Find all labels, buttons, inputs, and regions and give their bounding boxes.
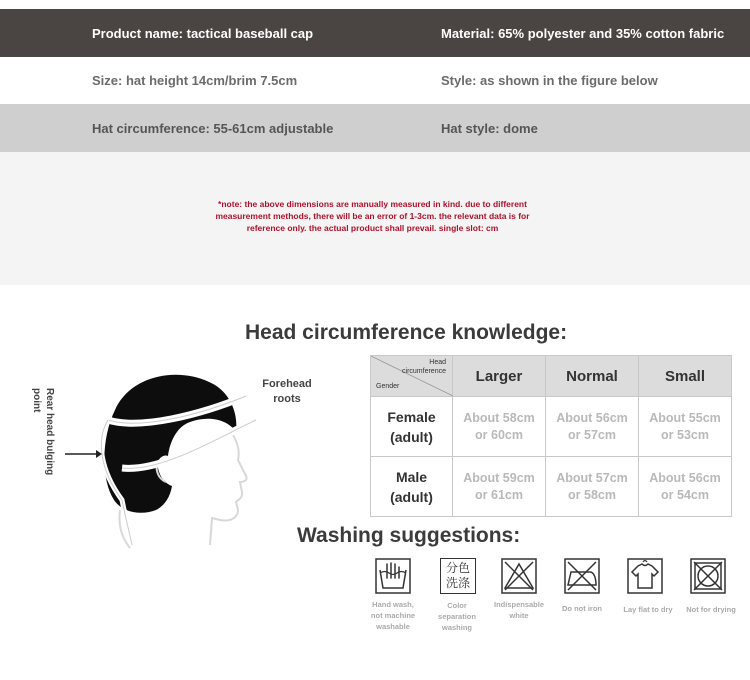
table-cell: About 59cm or 61cm xyxy=(453,457,546,517)
lay-flat-dry-label: Lay flat to dry xyxy=(623,605,673,614)
table-cell: About 56cm or 57cm xyxy=(546,397,639,457)
col-normal: Normal xyxy=(546,356,639,397)
hand-wash-label: Hand wash, not machine washable xyxy=(370,600,416,631)
no-bleach-icon xyxy=(501,558,537,594)
row-label-male: Male (adult) xyxy=(371,457,453,517)
color-separation-icon: 分色 洗涤 xyxy=(440,558,476,594)
col-small: Small xyxy=(639,356,732,397)
table-cell: About 57cm or 58cm xyxy=(546,457,639,517)
lay-flat-dry-icon xyxy=(627,558,663,594)
head-size-table xyxy=(370,355,732,517)
rear-head-label: Rear head bulging point xyxy=(31,388,55,476)
color-separation-label: Color separation washing xyxy=(438,601,476,632)
head-illustration xyxy=(60,360,260,555)
no-bleach-label: Indispensable white xyxy=(493,600,544,620)
material: Material: 65% polyester and 35% cotton fabric xyxy=(441,25,725,41)
product-name: Product name: tactical baseball cap xyxy=(92,25,314,41)
spec-row-2 xyxy=(0,57,750,104)
hand-wash-icon xyxy=(375,558,411,594)
measurement-note: *note: the above dimensions are manually measured in kind. due to different measurement methods, there will be an error of 1-3cm. the relevant data is for reference only. the actual product shall prevail. single slot: cm xyxy=(215,199,530,233)
hat-circumference: Hat circumference: 55-61cm adjustable xyxy=(92,120,334,136)
no-tumble-dry-label: Not for drying xyxy=(686,605,736,614)
row-label-female: Female (adult) xyxy=(371,397,453,457)
spec-row-3 xyxy=(0,104,750,152)
forehead-label: Forehead roots xyxy=(262,378,312,405)
do-not-iron-icon xyxy=(564,558,600,594)
style: Style: as shown in the figure below xyxy=(441,73,658,88)
col-larger: Larger xyxy=(453,356,546,397)
head-circumference-title: Head circumference knowledge: xyxy=(245,321,568,344)
hair xyxy=(104,375,236,513)
do-not-iron-label: Do not iron xyxy=(562,604,602,613)
size: Size: hat height 14cm/brim 7.5cm xyxy=(92,73,298,88)
table-row xyxy=(371,457,732,517)
table-corner-cell: Head circumference Gender xyxy=(371,356,453,397)
face-outline xyxy=(210,430,247,545)
no-tumble-dry-icon xyxy=(690,558,726,594)
spec-row-1 xyxy=(0,9,750,57)
table-row xyxy=(371,397,732,457)
table-cell: About 58cm or 60cm xyxy=(453,397,546,457)
table-header-row xyxy=(371,356,732,397)
washing-title: Washing suggestions: xyxy=(297,524,521,547)
table-cell: About 56cm or 54cm xyxy=(639,457,732,517)
table-cell: About 55cm or 53cm xyxy=(639,397,732,457)
hat-style: Hat style: dome xyxy=(441,120,538,136)
